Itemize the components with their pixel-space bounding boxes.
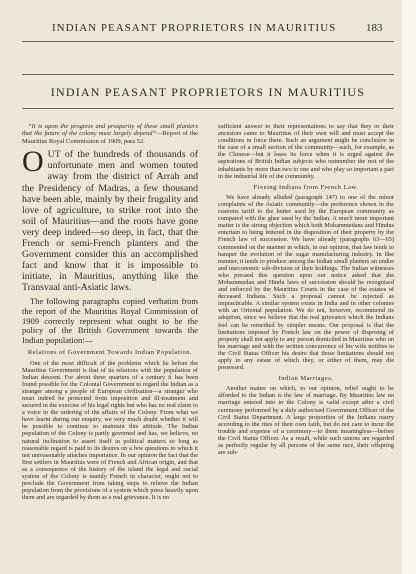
right-column	[218, 123, 394, 458]
body-paragraph: We have already alluded (paragraph 147) to one of the minor complaints of the Asiatic community—the preference shown in the customs tariff to the butter used by the European community as compared with the ghee used by the Indian. A much more important matter is the strong objection which both Mohammedans and Hindus entertain to being fettered in the disposition of their property by the French law of succession. We have already (paragraphs 63—65) commented on the manner in which, in our opinion, that law tends to hamper the evolution of the sugar manufacturing industry. In like manner, it tends to produce among the Indian small planters an undue and uneconomic sub-division of their holdings. The Indian witnesses who pressed this question upon our notice asked that the Mohammedan and Hindu laws of succession should be recognised and enforced by the Mauritius Courts in the case of the estates of deceased Indians. Such a proposal cannot be rejected as impracticable. A similar system exists in India and in other colonies with an Oriental population. We do not, however, recommend its adoption, since we believe that the real grievance which the Indians feel can be remedied by simpler means. Our proposal is that the limitations imposed by French law on the power of disposing of property shall not apply to any person domiciled in Mauritius who on his marriage and with the written concurrence of his wife notifies to the Civil Status Officer his desire that those limitations should not apply to any estate of which they, or either of them, may die possessed.	[218, 193, 394, 372]
section-heading-french-law: Freeing Indians from French Law.	[253, 183, 359, 191]
section-heading-marriages: Indian Marriages.	[278, 375, 334, 383]
title-rule-top	[22, 74, 394, 75]
intro-paragraph-2: The following paragraphs copied verbatim from the report of the Mauritius Royal Commission of 1909 correctly represent what ought to be the policy of the British Government towards the Indian population:—	[22, 296, 198, 345]
title-rule-bottom	[22, 108, 394, 109]
running-head-title: INDIAN PEASANT PROPRIETORS IN MAURITIUS	[52, 22, 337, 34]
article-title: INDIAN PEASANT PROPRIETORS IN MAURITIUS	[50, 85, 366, 99]
epigraph-quote: “It is upon the progress and prosperity of these small planters that the future of the colony must largely depend”	[22, 123, 198, 138]
intro-paragraph	[22, 145, 198, 294]
body-paragraph-continued: sufficient answer to their representations to say that they or their ancestors came to Mauritius of their own will and must accept the conditions in force there. Such an argument might be conclusive in the case of a small section of the community—such, for example, as the Chinese—but it loses its force when it is urged against the aspirations of British Indian subjects who outnumber the rest of the inhabitants by more than two to one and who play so important a part in the industrial life of the community.	[218, 123, 394, 180]
epigraph	[22, 123, 198, 145]
epigraph-source: —Report of the Mauritius Royal Commission of 1909, para 52.	[22, 130, 198, 145]
drop-cap: O	[22, 145, 44, 179]
header-rule	[22, 41, 394, 42]
section-heading-relations: Relations of Government Towards Indian Population.	[27, 349, 193, 357]
body-paragraph: Another matter on which, in our opinion, relief ought to be afforded to the Indian is the law of marriage. By Mauritius law no marriage entered into in the Colony is valid except after a civil ceremony performed by a duly authorised Government Officer of the Civil Status Department. A large proportion of the Indians marry according to the rites of their own faith, but do not care to incur the trouble and expense of a ceremony—to them meaningless—before the Civil Status Officer. As a result, while such unions are regarded as perfectly regular by all persons of the same race, their offspring are sub-	[218, 385, 394, 457]
page-number: 183	[366, 22, 383, 34]
body-paragraph: One of the most difficult of the problems which lie before the Mauritius Government is that of its relations with the population of Indian descent. For about three quarters of a century it has been found possible for the Colonial Government to regard the Indian as a stranger among a people of European civilisation—a stranger who must indeed be protected from imposition and ill-treatment and secured in the exercise of his legal rights but who has no real claim to a voice in the ordering of the affairs of the Colony. From what we have learnt during our enquiry, we very much doubt whether it will be possible to continue to maintain this attitude. The Indian population of the Colony is partly governed and has, we believe, no natural inclination to assert itself in political matters so long as reasonable regard is paid to its desires on a few questions to which it not unreasonably attaches importance. In our opinion the fact that the first settlers in Mauritius were of French and African origin, and that as a consequence of the history of the island the legal and social system of the Colony is mainly French in character, ought not to preclude the Government from taking steps to relieve the Indian population from the provisions of a system which press heavily upon them and are regarded by them as a real grievance. It is no	[22, 359, 198, 502]
left-column	[22, 123, 198, 503]
intro-text: UT of the hundreds of thousands of unfortunate men and women touted away from the district of Arrah and the Presidency of Madras, a few thousand have been able, mainly by their frugality and love of agriculture, to strike root into the soil of Mauritius—and the roots have gone very deep indeed—so deep, in fact, that the French or semi-French planters and the Government consider this an accomplished fact and know that it is impossible to initiate, in Mauritius, anything like the Transvaal anti-Asiatic laws.	[22, 149, 198, 294]
